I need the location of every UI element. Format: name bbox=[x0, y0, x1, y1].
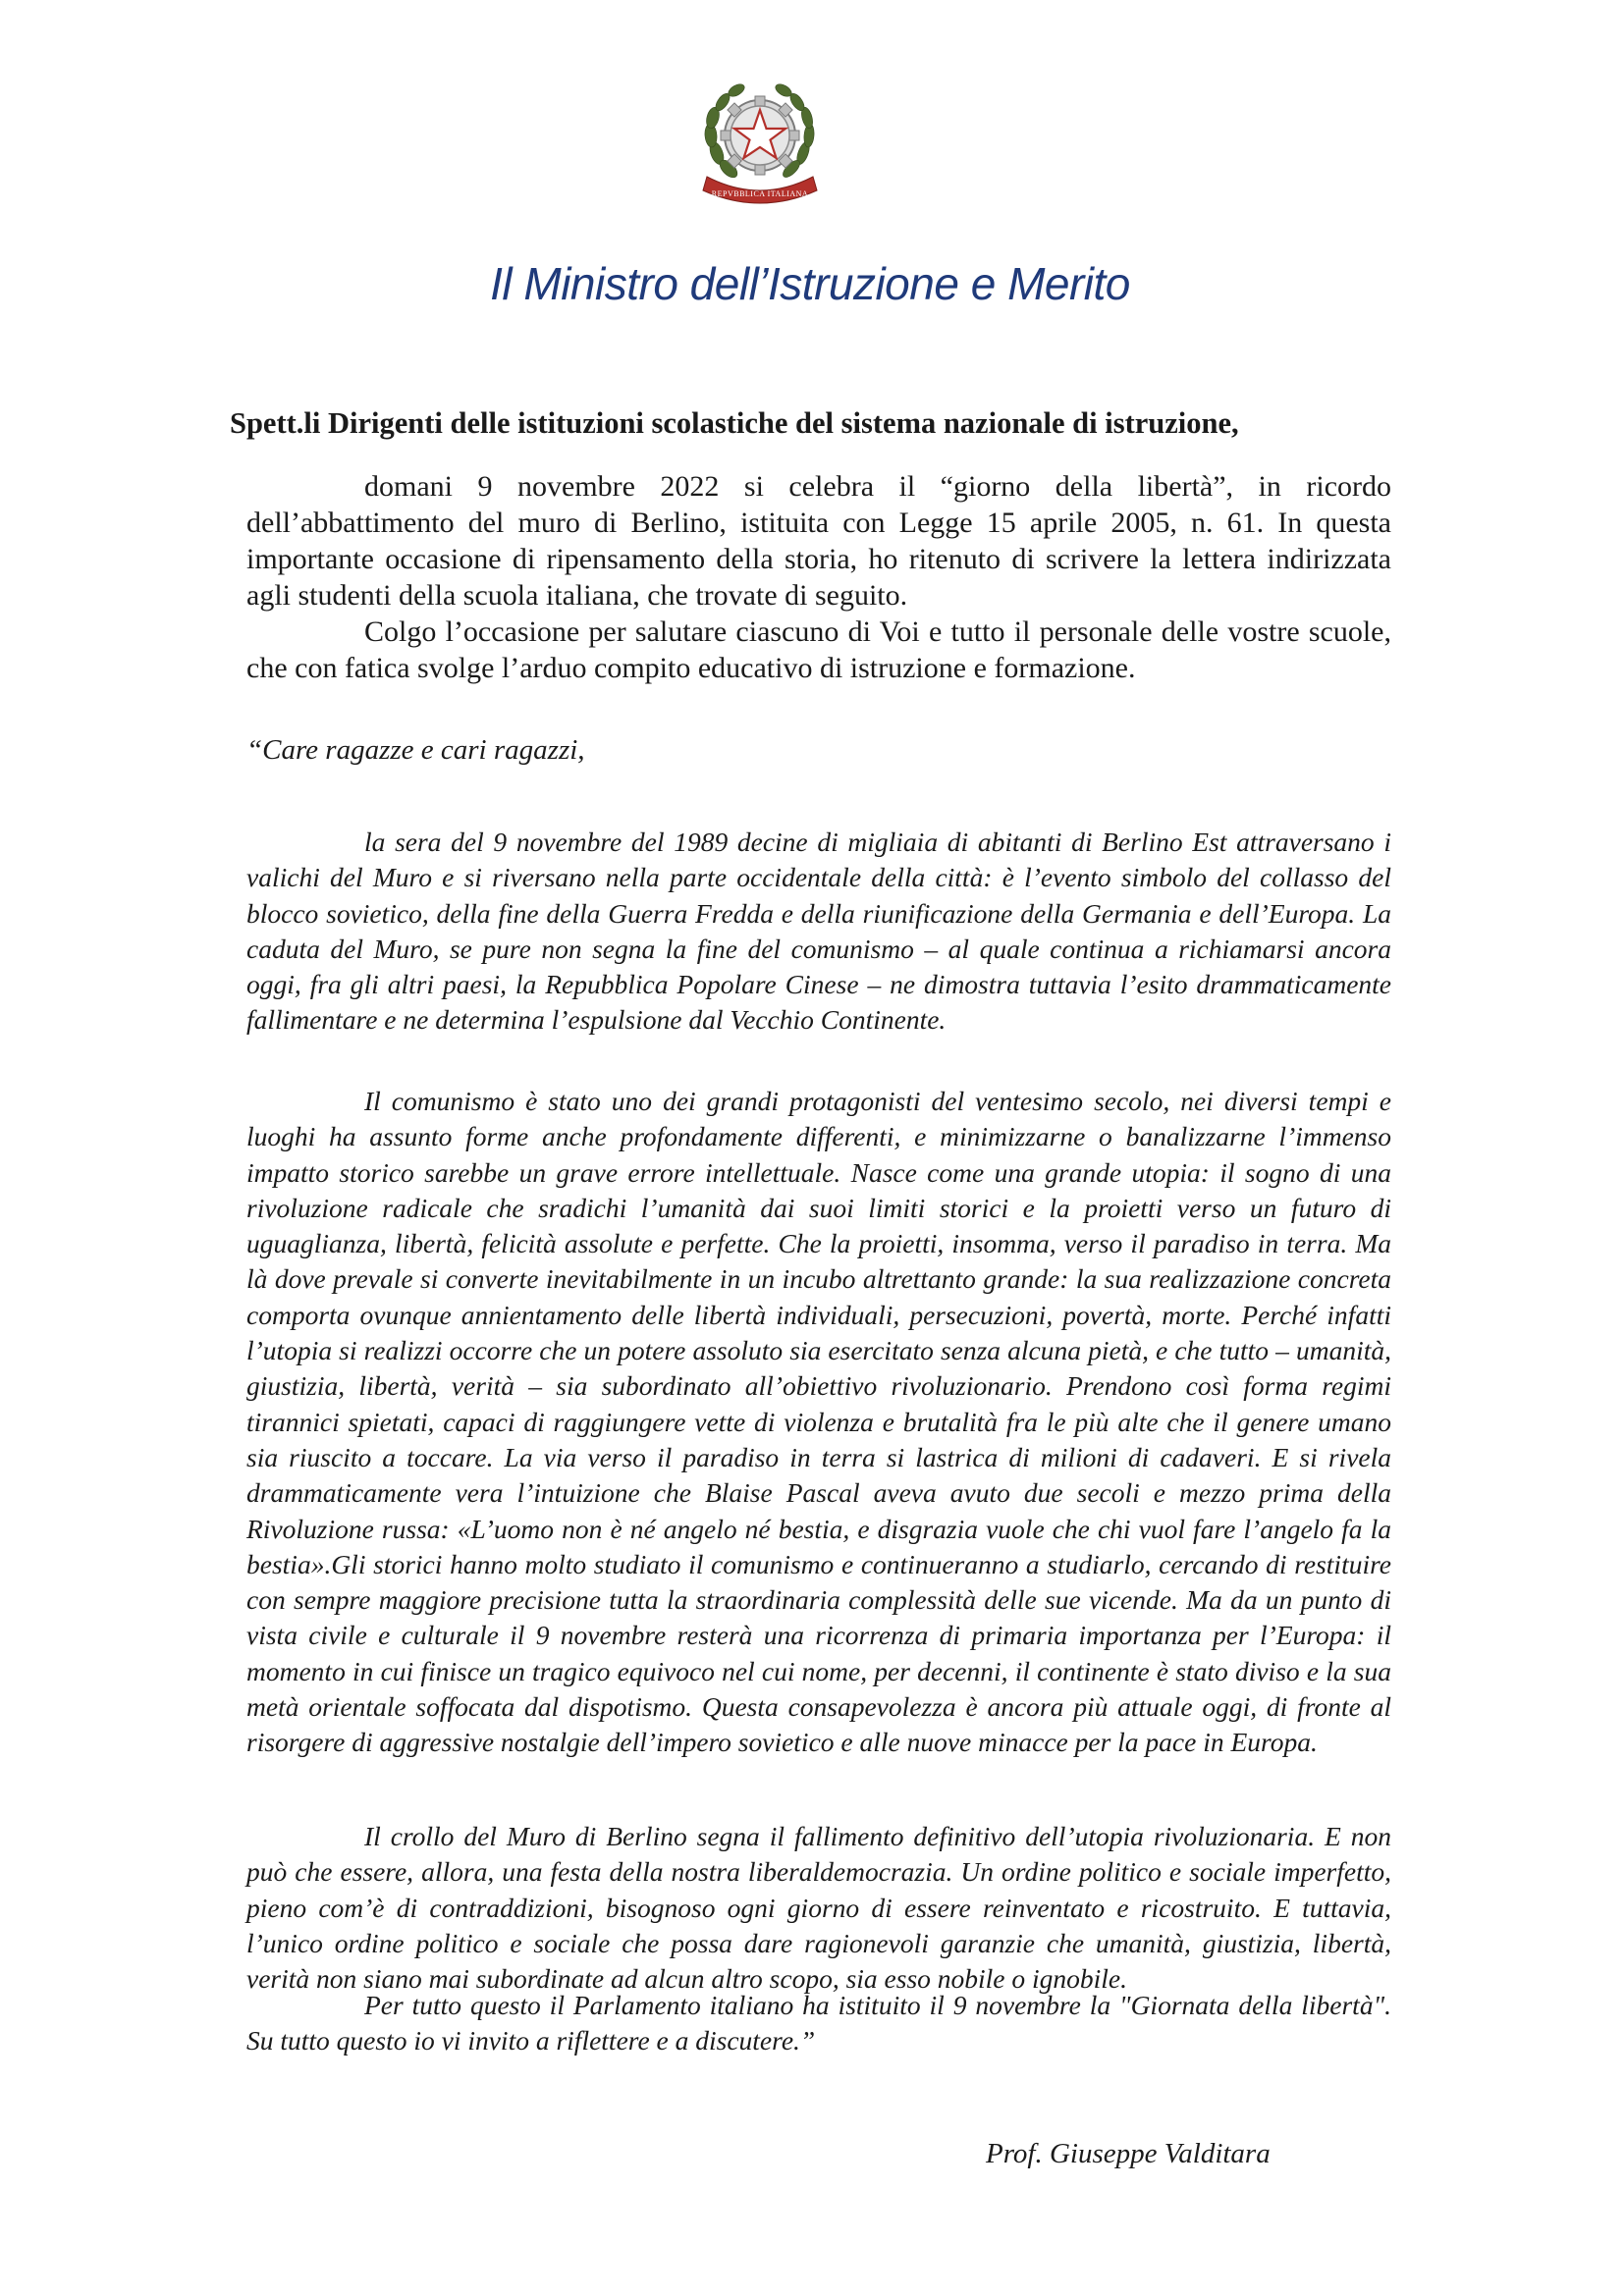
letter-greeting: “Care ragazze e cari ragazzi, bbox=[246, 734, 585, 766]
letter-paragraph: Il comunismo è stato uno dei grandi protagonisti del ventesimo secolo, nei diversi tempi e luoghi ha assunto forme anche profondamente differenti, e minimizzarne o banalizzarne l’immenso impatto storico sarebbe un grave errore intellettuale. Nasce come una grande utopia: il sogno di una rivoluzione radicale che sradichi l’umanità dai suoi limiti storici e la proietti verso un futuro di uguaglianza, libertà, felicità assolute e perfette. Che la proietti, insomma, verso il paradiso in terra. Ma là dove prevale si converte inevitabilmente in un incubo altrettanto grande: la sua realizzazione concreta comporta ovunque annientamento delle libertà individuali, persecuzioni, povertà, morte. Perché infatti l’utopia si realizzi occorre che un potere assoluto sia esercitato senza alcuna pietà, e che tutto – umanità, giustizia, libertà, verità – sia subordinato all’obiettivo rivoluzionario. Prendono così forma regimi tirannici spietati, capaci di raggiungere vette di violenza e brutalità fra le più alte che il genere umano sia riuscito a toccare. La via verso il paradiso in terra si lastrica di milioni di cadaveri. E si rivela drammaticamente vera l’intuizione che Blaise Pascal aveva avuto due secoli e mezzo prima della Rivoluzione russa: «L’uomo non è né angelo né bestia, e disgrazia vuole che chi vuol fare l’angelo fa la bestia».Gli storici hanno molto studiato il comunismo e continueranno a studiarlo, cercando di restituire con sempre maggiore precisione tutta la straordinaria complessità delle sue vicende. Ma da un punto di vista civile e culturale il 9 novembre resterà una ricorrenza di primaria importanza per l’Europa: il momento in cui finisce un tragico equivoco nel cui nome, per decenni, il continente è stato diviso e la sua metà orientale soffocata dal dispotismo. Questa consapevolezza è ancora più attuale oggi, di fronte al risorgere di aggressive nostalgie dell’impero sovietico e alle nuove minacce per la pace in Europa. bbox=[246, 1086, 1391, 1758]
letter-paragraph: la sera del 9 novembre del 1989 decine di migliaia di abitanti di Berlino Est attraversano i valichi del Muro e si riversano nella parte occidentale della città: è l’evento simbolo del collasso del blocco sovietico, della fine della Guerra Fredda e della riunificazione della Germania e dell’Europa. La caduta del Muro, se pure non segna la fine del comunismo – al quale continua a richiamarsi ancora oggi, fra gli altri paesi, la Repubblica Popolare Cinese – ne dimostra tuttavia l’esito drammaticamente fallimentare e ne determina l’espulsione dal Vecchio Continente. bbox=[246, 827, 1391, 1036]
repubblica-italiana-emblem-icon bbox=[697, 75, 823, 208]
letter-paragraph-2 bbox=[246, 1084, 1391, 1761]
intro-paragraph: Colgo l’occasione per salutare ciascuno di Voi e tutto il personale delle vostre scuole, che con fatica svolge l’arduo compito educativo di istruzione e formazione. bbox=[246, 615, 1391, 684]
letter-paragraph: Il crollo del Muro di Berlino segna il fallimento definitivo dell’utopia rivoluzionaria. E non può che essere, allora, una festa della nostra liberaldemocrazia. Un ordine politico e sociale imperfetto, pieno com’è di contraddizioni, bisognoso ogni giorno di essere reinventato e ricostruito. E tuttavia, l’unico ordine politico e sociale che possa dare ragionevoli garanzie che umanità, giustizia, libertà, verità non siano mai subordinate ad alcun altro scopo, sia esso nobile o ignobile. bbox=[246, 1821, 1391, 1995]
letter-paragraph: Per tutto questo il Parlamento italiano ha istituito il 9 novembre la "Giornata della libertà". Su tutto questo io vi invito a riflettere e a discutere.” bbox=[246, 1990, 1391, 2056]
intro-section bbox=[246, 468, 1391, 686]
letter-paragraph-1 bbox=[246, 825, 1391, 1039]
signature: Prof. Giuseppe Valditara bbox=[986, 2138, 1271, 2169]
intro-paragraph: domani 9 novembre 2022 si celebra il “giorno della libertà”, in ricordo dell’abbattimento del muro di Berlino, istituita con Legge 15 aprile 2005, n. 61. In questa importante occasione di ripensamento della storia, ho ritenuto di scrivere la lettera indirizzata agli studenti della scuola italiana, che trovate di seguito. bbox=[246, 470, 1391, 612]
emblem-motto: REPVBBLICA ITALIANA bbox=[711, 189, 809, 198]
letter-paragraph-4 bbox=[246, 1988, 1391, 2059]
letter-paragraph-3 bbox=[246, 1819, 1391, 1997]
salutation: Spett.li Dirigenti delle istituzioni scolastiche del sistema nazionale di istruzione, bbox=[230, 406, 1239, 440]
ministry-title-text: Il Ministro dell’Istruzione e Merito bbox=[490, 258, 1130, 309]
ministry-title bbox=[0, 257, 1502, 310]
